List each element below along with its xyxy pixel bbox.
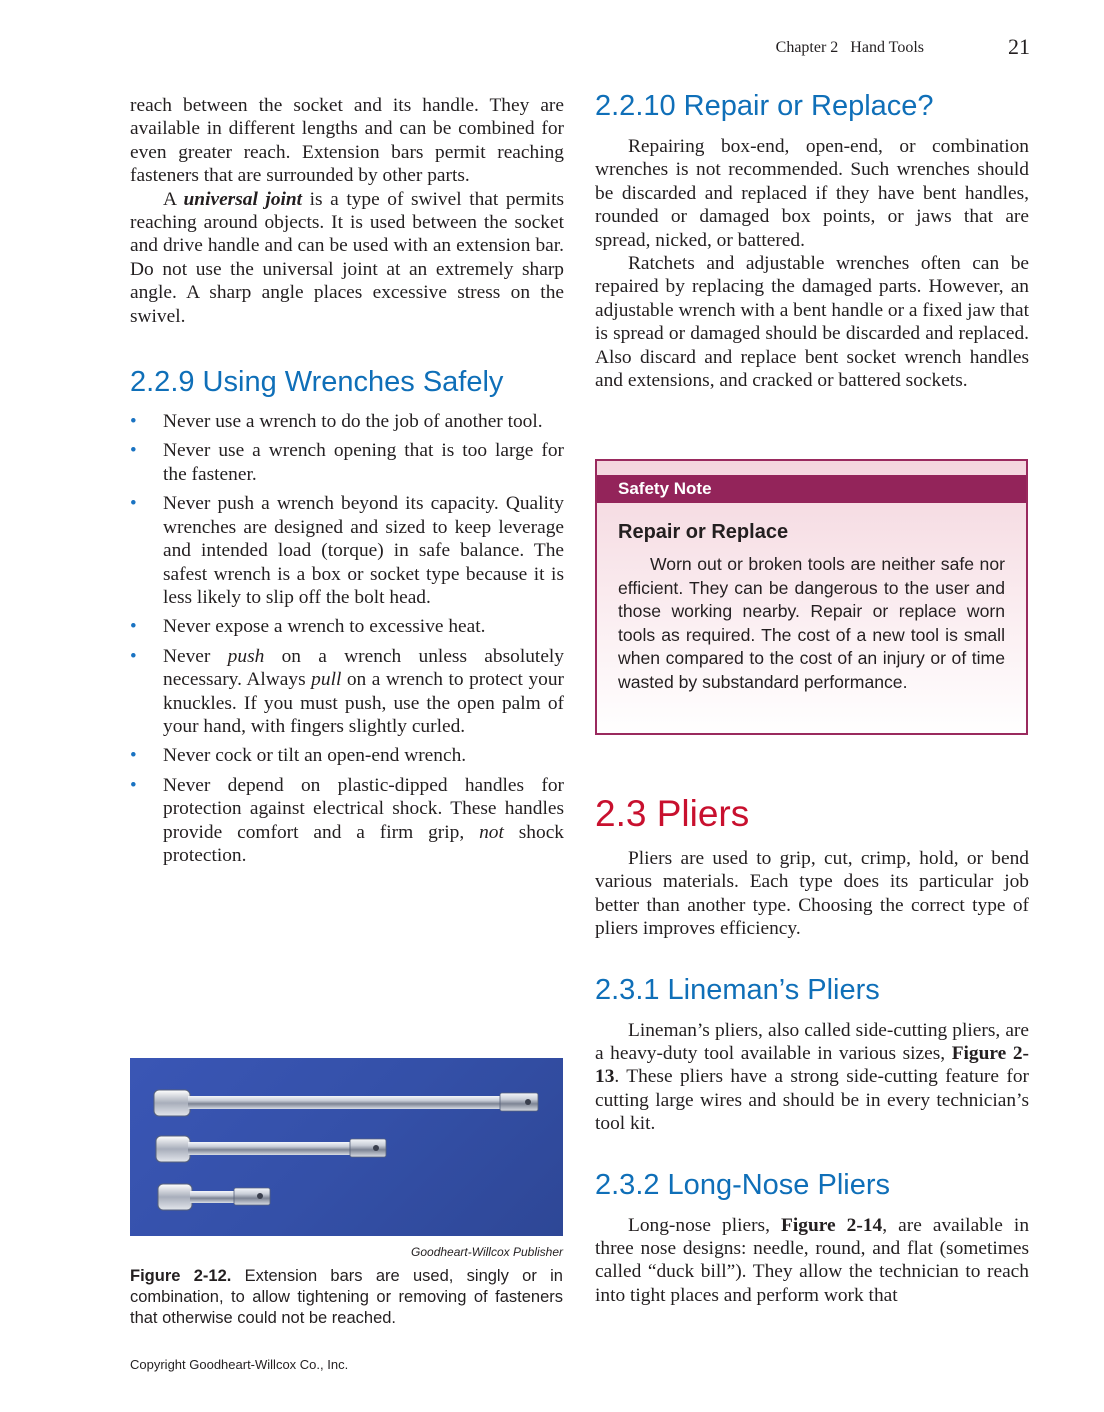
figure-reference: Figure 2-13 [595, 1043, 1030, 1088]
figure-caption-text: Extension bars are used, singly or in combination, to allow tightening or removing of fasteners that otherwise could not be reached. [130, 1267, 563, 1327]
emphasis-pull: pull [311, 669, 342, 691]
list-item-text: on a wrench unless absolutely necessary. Always [163, 645, 565, 691]
list-item-text: Never cock or tilt an open-end wrench. [163, 745, 467, 767]
paragraph-long-nose-pliers [595, 1214, 1029, 1308]
text: A [163, 188, 184, 210]
list-item-text: Never use a wrench to do the job of another tool. [163, 411, 543, 433]
emphasis-not: not [479, 821, 504, 843]
figure-2-12-photo [130, 1058, 563, 1236]
running-head [700, 36, 1030, 62]
paragraph-extension-bars: reach between the socket and its handle. They are available in different lengths and can be combined for even greater reach. Extension bars permit reaching fasteners that are surrounded by other parts. [130, 95, 564, 187]
paragraph-repair-1: Repairing box-end, open-end, or combination wrenches is not recommended. Such wrenches should be discarded and replaced if they have bent handles, rounded or damaged box points, or jaws that are spread, nicked, or battered. [595, 136, 1029, 251]
list-item [130, 439, 564, 486]
figure-caption [130, 1266, 563, 1329]
section-heading-2-2-10: 2.2.10 Repair or Replace? [595, 90, 934, 122]
list-item-text: Never push a wrench beyond its capacity. Quality wrenches are designed and sized to keep leverage and intended load (torque) in safe balance. The safest wrench is a box or socket type because it is less likely to slip off the bolt head. [163, 493, 564, 608]
list-item [130, 774, 564, 868]
list-item [130, 645, 564, 739]
list-item [130, 492, 564, 609]
list-item [130, 615, 564, 638]
extension-bar-medium [156, 1136, 386, 1162]
right-column-lower [595, 793, 1029, 1307]
bullet-icon: • [130, 745, 137, 767]
text: Long-nose pliers, [628, 1214, 782, 1236]
safety-note-box [595, 459, 1028, 735]
text: is a type of swivel that permits reaching around objects. It is used between the socket and drive handle and can be used with an extension bar. Do not use the universal joint at an extremely sharp angle. A sharp angle places excessive stress on the swivel. [130, 188, 564, 327]
safety-note-text: Worn out or broken tools are neither safe nor efficient. They can be dangerous to the user and those working nearby. Repair or replace worn tools as required. The cost of a new tool is small when compared to the cost of an injury or of time wasted by substandard performance. [618, 554, 1005, 692]
bullet-icon: • [130, 440, 137, 462]
list-item-text: Never depend on plastic-dipped handles for protection against electrical shock. These handles provide comfort and a firm grip, [163, 774, 564, 843]
safety-bullet-list [130, 410, 564, 867]
paragraph-pliers: Pliers are used to grip, cut, crimp, hold, or bend various materials. Each type does its particular job better than another type. Choosing the correct type of pliers improves efficiency. [595, 848, 1029, 940]
text: . These pliers have a strong side-cutting feature for cutting large wires and should be in every technician’s tool kit. [595, 1066, 1029, 1135]
text: , are available in three nose designs: needle, round, and flat (sometimes called “duck bill”). They allow the technician to reach into tight places and perform work that [595, 1214, 1030, 1306]
key-term-universal-joint: universal joint [183, 188, 303, 210]
page-number: 21 [1008, 34, 1030, 59]
extension-bar-long [154, 1090, 538, 1116]
safety-note-bar: Safety Note [597, 475, 1026, 503]
chapter-title: Chapter 2 Hand Tools [775, 39, 924, 56]
bullet-icon: • [130, 493, 137, 515]
section-heading-2-3-2: 2.3.2 Long-Nose Pliers [595, 1168, 890, 1201]
emphasis-push: push [227, 645, 265, 667]
section-heading-2-3: 2.3 Pliers [595, 793, 750, 834]
paragraph-universal-joint [130, 188, 564, 328]
bullet-icon: • [130, 411, 137, 433]
list-item-text: Never [163, 645, 228, 667]
right-column [595, 90, 1029, 392]
bullet-icon: • [130, 645, 137, 667]
extension-bar-short [158, 1184, 270, 1210]
paragraph-repair-2: Ratchets and adjustable wrenches often can be repaired by replacing the damaged parts. However, an adjustable wrench with a bent handle or a fixed jaw that is spread or damaged should be discarded and replaced. Also discard and replace bent socket wrench handles and extensions, and cracked or battered sockets. [595, 253, 1029, 392]
list-item [130, 410, 564, 433]
bullet-icon: • [130, 774, 137, 796]
section-heading-2-3-1: 2.3.1 Lineman’s Pliers [595, 973, 880, 1006]
list-item-text: Never use a wrench opening that is too large for the fastener. [163, 440, 564, 485]
list-item [130, 744, 564, 767]
list-item-text: on a wrench to protect your knuckles. If you must push, use the open palm of your hand, with fingers slightly curled. [163, 669, 564, 737]
left-column [130, 94, 564, 873]
extension-bars-illustration [130, 1058, 563, 1236]
figure-credit: Goodheart-Willcox Publisher [411, 1245, 563, 1259]
safety-note-title: Repair or Replace [618, 521, 789, 543]
figure-reference: Figure 2-14 [781, 1214, 883, 1236]
paragraph-linemans-pliers [595, 1019, 1029, 1136]
text: Lineman’s pliers, also called side-cutting pliers, are a heavy-duty tool available in various sizes, [595, 1019, 1029, 1065]
list-item-text: Never expose a wrench to excessive heat. [163, 616, 486, 638]
bullet-icon: • [130, 616, 137, 638]
figure-label: Figure 2-12. [130, 1267, 232, 1285]
copyright-footer: Copyright Goodheart-Willcox Co., Inc. [130, 1357, 349, 1372]
list-item-text: shock protection. [163, 821, 564, 866]
section-heading-2-2-9: 2.2.9 Using Wrenches Safely [130, 366, 504, 399]
